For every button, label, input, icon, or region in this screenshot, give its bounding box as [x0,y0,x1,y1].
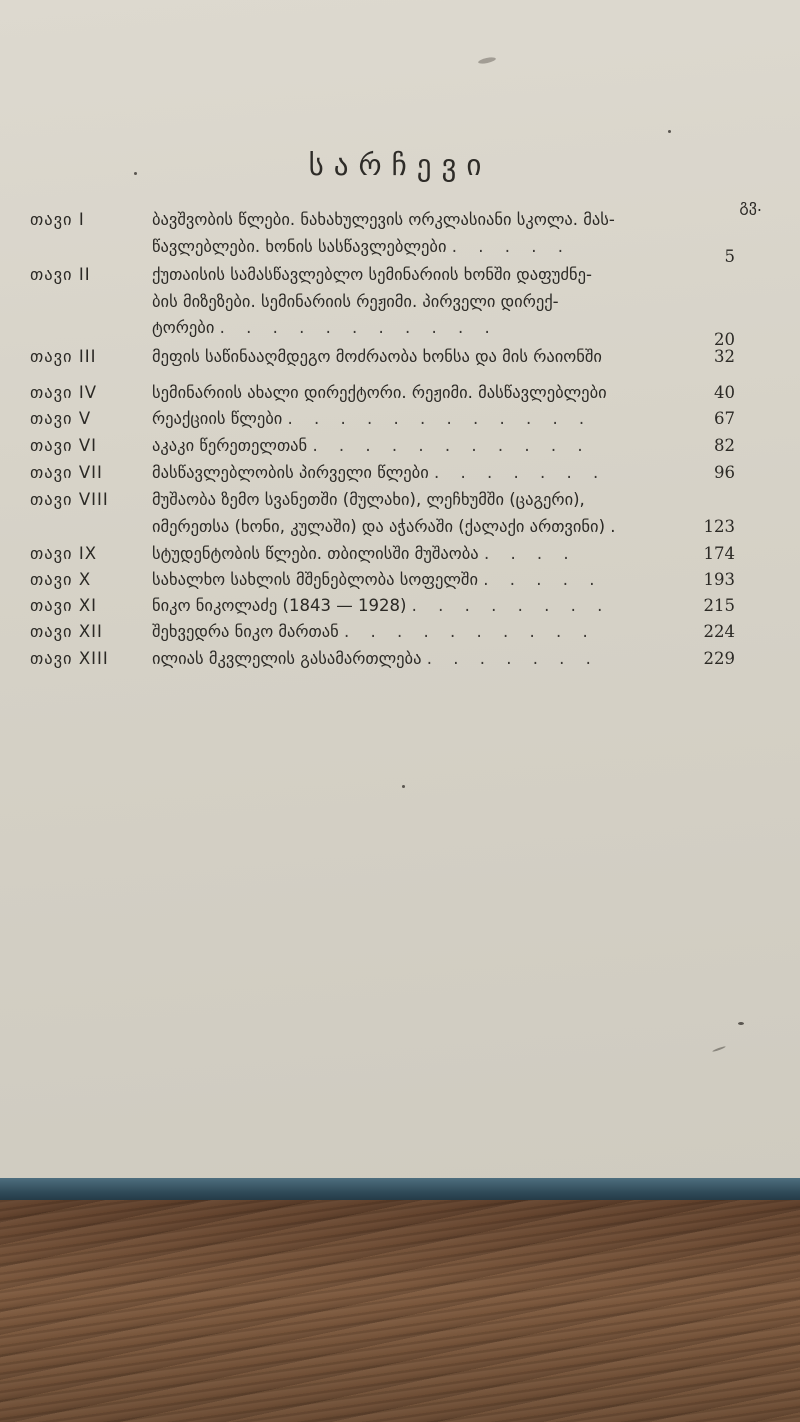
chapter-label: თავი IV [30,383,97,402]
page-number: 193 [703,570,735,589]
chapter-label: თავი I [30,210,85,229]
paper-speck [668,130,671,133]
page-number: 123 [703,517,735,536]
chapter-title [152,646,692,673]
chapter-title [152,406,692,433]
chapter-label: თავი XIII [30,649,109,668]
page-title: სარჩევი [308,148,492,182]
leader-dots: . . . . . [483,570,603,589]
chapter-title [152,460,692,487]
toc-entry [30,619,735,646]
chapter-title-line [152,541,692,568]
page-number: 96 [714,463,735,482]
toc-entry [30,262,735,349]
toc-entry [30,207,735,266]
leader-dots: . . . . . [451,236,571,256]
toc-entry [30,541,735,568]
chapter-title-text: ნიკო ნიკოლაძე (1843 — 1928) [152,596,407,615]
chapter-title [152,344,692,371]
toc-entry [30,433,735,460]
chapter-title-line: ბავშვობის წლები. ნახახულევის ორკლასიანი სკოლა. მას- [152,210,615,229]
chapter-title-line [152,234,692,261]
chapter-title [152,593,692,620]
paper-speck [402,785,405,788]
chapter-label: თავი II [30,265,91,284]
chapter-title [152,567,692,594]
chapter-label: თავი VII [30,463,103,482]
page-number: 229 [703,649,735,668]
toc-entry [30,487,735,540]
page-number: 40 [714,383,735,402]
page-number: 5 [724,247,735,266]
chapter-title-line [152,315,692,342]
chapter-title-line: სემინარიის ახალი დირექტორი. რეჟიმი. მასწავლებლები [152,383,607,402]
page-column-header: გვ. [739,196,762,215]
toc-entry [30,460,735,487]
page-number: 32 [714,347,735,366]
paper-speck [478,56,497,65]
chapter-label: თავი III [30,347,97,366]
chapter-label: თავი V [30,409,92,428]
chapter-title-text: სახალხო სახლის მშენებლობა სოფელში [152,570,478,589]
chapter-title-line [152,406,692,433]
chapter-title-text: მასწავლებლობის პირველი წლები [152,463,429,482]
chapter-label: თავი VIII [30,490,109,509]
chapter-title-line: ბის მიზეზები. სემინარიის რეჟიმი. პირველი დირექ- [152,291,559,311]
toc-entry [30,344,735,371]
chapter-label: თავი VI [30,436,97,455]
chapter-title-line: მუშაობა ზემო სვანეთში (მულახი), ლეჩხუმში (ცაგერი), [152,490,585,509]
chapter-title-line [152,433,692,460]
leader-dots: . . . . . . . [434,463,607,482]
chapter-title-text: რეაქციის წლები [152,409,283,428]
chapter-title-line [152,567,692,594]
toc-entry [30,646,735,673]
page-number: 82 [714,436,735,455]
toc-entry [30,567,735,594]
paper-speck [738,1022,744,1025]
chapter-title [152,207,692,260]
chapter-title [152,262,692,342]
page-number: 224 [703,622,735,641]
toc-entry [30,593,735,620]
toc-entry [30,380,735,407]
leader-dots: . . . . . . . . . . . [312,436,591,455]
chapter-title-line [152,619,692,646]
page-number: 67 [714,409,735,428]
chapter-title [152,619,692,646]
chapter-title [152,541,692,568]
chapter-title-line: მეფის საწინააღმდეგო მოძრაობა ხონსა და მის რაიონში [152,347,602,366]
leader-dots: . . . . . . . . . . . [219,318,498,337]
chapter-title-text: ტორები [152,318,215,337]
page-number: 215 [703,596,735,615]
toc-entry [30,406,735,433]
chapter-title [152,487,692,540]
chapter-title-text: სტუდენტობის წლები. თბილისში მუშაობა [152,544,479,563]
leader-dots: . . . . [483,544,577,563]
chapter-title [152,433,692,460]
chapter-label: თავი IX [30,544,98,563]
book-cover-edge [0,1178,800,1202]
chapter-title-line [152,646,692,673]
chapter-label: თავი XI [30,596,98,615]
page-number: 20 [714,330,735,349]
chapter-label: თავი X [30,570,92,589]
chapter-title-text: აკაკი წერეთელთან [152,436,308,455]
page-number: 174 [703,544,735,563]
leader-dots: . . . . . . . . [411,596,611,615]
leader-dots: . . . . . . . . . . . . [287,409,593,428]
leader-dots: . . . . . . . [426,649,599,668]
chapter-title-line: ქუთაისის სამასწავლებლო სემინარიის ხონში დაფუძნე- [152,265,592,284]
wooden-table [0,1200,800,1422]
chapter-title-text: შეხვედრა ნიკო მართან [152,622,339,641]
leader-dots: . . . . . . . . . . [344,622,596,641]
chapter-title-text: წავლებლები. ხონის სასწავლებლები [152,236,447,256]
chapter-title-text: ილიას მკვლელის გასამართლება [152,649,422,668]
paper-speck [712,1046,726,1053]
chapter-label: თავი XII [30,622,103,641]
chapter-title-line: იმერეთსა (ხონი, კულაში) და აჭარაში (ქალაქი ართვინი) . [152,516,616,536]
chapter-title-line [152,460,692,487]
chapter-title [152,380,692,407]
chapter-title-line [152,593,692,620]
